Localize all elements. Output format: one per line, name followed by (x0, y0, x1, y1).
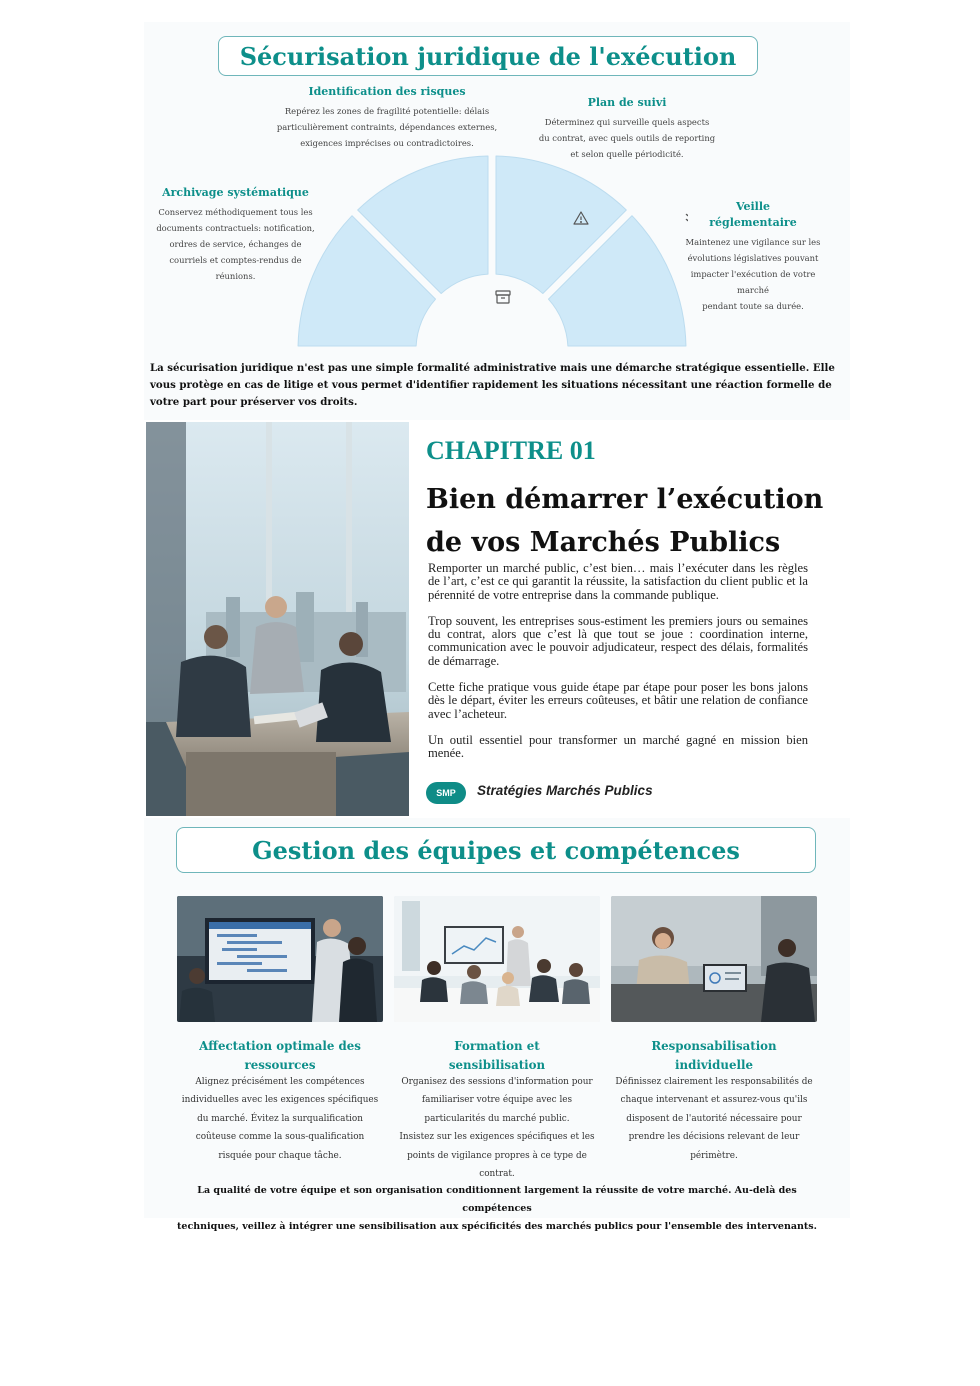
chapter-paragraph: Un outil essentiel pour transformer un marché gagné en mission bien menée. (428, 732, 808, 761)
feature-heading: Archivage systématique (162, 186, 309, 199)
one-on-one-meeting-photo (611, 896, 817, 1022)
section-title-box (176, 827, 816, 873)
card-text: Alignez précisément les compétences individuelles avec les exigences spécifiques du marché. Évitez la surqualification coûteuse comme la sous-qualification risquée pour chaque tâche. (181, 1077, 379, 1161)
smp-logo-badge: SMP (426, 782, 466, 804)
card-accountability (611, 896, 817, 1165)
brand-name: Stratégies Marchés Publics (477, 783, 653, 798)
section-title: Gestion des équipes et compétences (252, 835, 740, 865)
section-note: La qualité de votre équipe et son organisation conditionnent largement la réussite de votre marché. Au-delà des compétences techniques, veillez à intégrer une sensibilisation aux spécificités des marchés publics pour l'ensemble des intervenants. (177, 1185, 817, 1232)
card-text: Définissez clairement les responsabilités de chaque intervenant et assurez-vous qu'ils disposent de l'autorité nécessaire pour prendre les décisions relevant de leur périmètre. (615, 1077, 813, 1161)
card-heading: Formation et sensibilisation (448, 1039, 546, 1072)
section-title-box (218, 36, 758, 76)
chapter-paragraph: Cette fiche pratique vous guide étape par étape pour poser les bons jalons dès le départ, éviter les erreurs coûteuses, et bâtir une relation de confiance avec l’acheteur. (428, 680, 808, 721)
chapter-paragraph: Remporter un marché public, c’est bien… mais l’exécuter dans les règles de l’art, c’est ce qui garantit la réussite, la satisfaction du client public et la pérennité de votre entreprise dans la commande publique. (428, 561, 808, 602)
presentation-photo (177, 896, 383, 1022)
feature-heading: Veille réglementaire (709, 200, 797, 229)
feature-text: Repérez les zones de fragilité potentielle: délais particulièrement contraints, dépendances externes, exigences imprécises ou contradictoires. (276, 106, 498, 148)
card-resource-allocation (177, 896, 383, 1165)
chapter-label: CHAPITRE 01 (426, 436, 596, 465)
semicircle-diagram (296, 154, 688, 350)
feature-text: Maintenez une vigilance sur les évolutions législatives pouvant impacter l'exécution de votre marché pendant toute sa durée. (685, 237, 821, 311)
chapter-paragraph: Trop souvent, les entreprises sous-estiment les premiers jours ou semaines du contrat, alors que c’est là que tout se joue : coordination interne, communication avec le pouvoir adjudicateur, respect des délais, formalités de démarrage. (428, 613, 808, 668)
checklist-icon (686, 213, 688, 223)
office-meeting-photo (146, 422, 409, 816)
team-skills-section (144, 818, 850, 1232)
section-title: Sécurisation juridique de l'exécution (239, 41, 737, 71)
section-note: La sécurisation juridique n'est pas une simple formalité administrative mais une démarche stratégique essentielle. Elle vous protège en cas de litige et vous permet d'identifier rapidement les situations nécessitant une réaction formelle de votre part pour préserver vos droits. (150, 362, 835, 408)
chapter-section (146, 422, 850, 816)
feature-text: Conservez méthodiquement tous les documents contractuels: notification, ordres de service, échanges de courriels et comptes-rendus de réunions. (156, 207, 315, 281)
feature-text: Déterminez qui surveille quels aspects du contrat, avec quels outils de reporting et selon quelle périodicité. (538, 117, 716, 159)
feature-monitoring-plan (512, 95, 742, 162)
card-training (394, 896, 600, 1183)
card-text: Organisez des sessions d'information pour familiariser votre équipe avec les particularités du marché public. Insistez sur les exigences spécifiques et les points de vigilance propres à ce type de contrat. (399, 1077, 595, 1180)
card-heading: Responsabilisation individuelle (651, 1039, 777, 1072)
archive-icon (496, 291, 510, 303)
feature-risk-identification (264, 84, 510, 151)
card-heading: Affectation optimale des ressources (199, 1039, 361, 1072)
chapter-body (428, 562, 808, 774)
feature-heading: Plan de suivi (587, 96, 667, 109)
legal-security-section (144, 22, 850, 420)
feature-regulatory-watch (676, 199, 830, 314)
training-session-photo (394, 896, 600, 1022)
chapter-title: Bien démarrer l’exécution de vos Marchés Publics (426, 484, 824, 558)
feature-heading: Identification des risques (308, 85, 466, 98)
